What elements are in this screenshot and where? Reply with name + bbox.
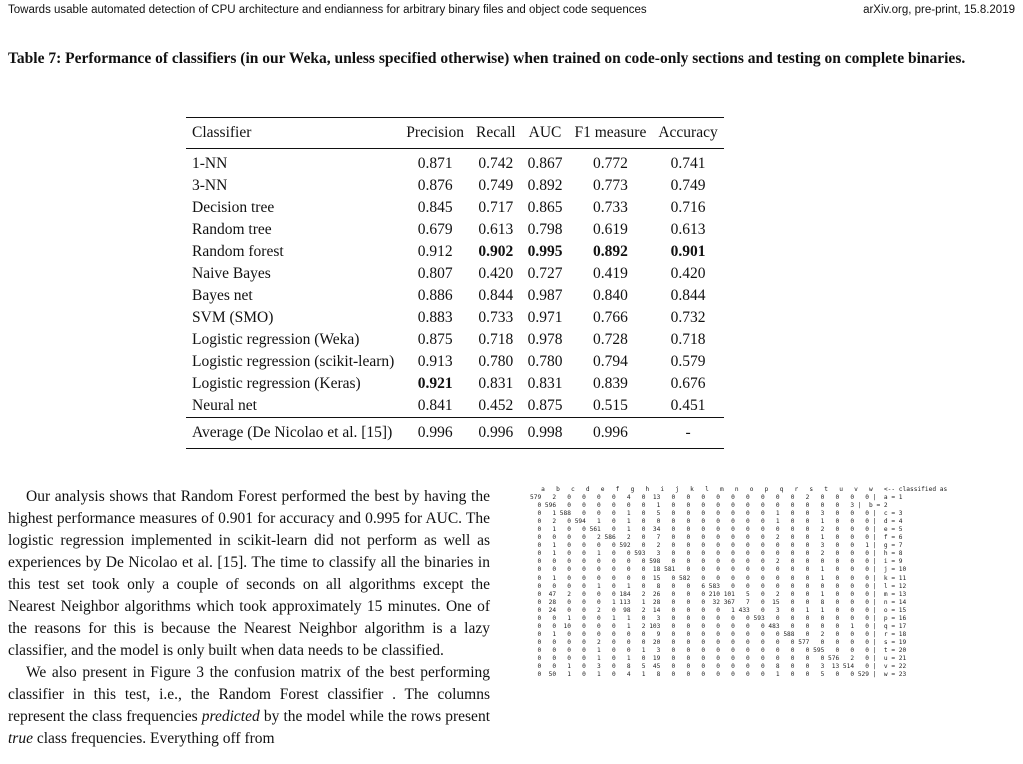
average-row bbox=[186, 418, 724, 449]
precision-cell: 0.875 bbox=[417, 331, 453, 348]
table-row bbox=[186, 395, 724, 418]
column-header: Accuracy bbox=[658, 124, 718, 141]
accuracy-cell: 0.676 bbox=[670, 375, 706, 392]
classifier-name: SVM (SMO) bbox=[192, 309, 274, 326]
table-row bbox=[186, 219, 724, 241]
f1-cell: 0.892 bbox=[592, 243, 628, 260]
table-row bbox=[186, 241, 724, 263]
auc-cell: 0.780 bbox=[527, 353, 563, 370]
table-row bbox=[186, 175, 724, 197]
classifier-name: Neural net bbox=[192, 397, 257, 414]
auc-cell: 0.727 bbox=[527, 265, 563, 282]
precision-cell: 0.913 bbox=[417, 353, 453, 370]
recall-cell: 0.420 bbox=[478, 265, 514, 282]
recall-cell: 0.780 bbox=[478, 353, 514, 370]
table-caption: Table 7: Performance of classifiers (in our Weka, unless specified otherwise) when trained on code-only sections and testing on complete binaries. bbox=[8, 50, 966, 67]
running-header-source: arXiv.org, pre-print, 15.8.2019 bbox=[863, 4, 1015, 16]
auc-cell: 0.798 bbox=[527, 221, 563, 238]
confusion-matrix-row: 0 0 1 0 3 0 8 5 45 0 0 0 0 0 0 0 8 0 0 3 13 514 0 | v = 22 bbox=[530, 663, 907, 671]
accuracy-cell: 0.718 bbox=[670, 331, 706, 348]
auc-cell: 0.971 bbox=[527, 309, 563, 326]
f1-cell: 0.515 bbox=[592, 397, 628, 414]
body-text bbox=[8, 486, 490, 750]
f1-cell: 0.996 bbox=[592, 424, 628, 441]
classifier-name: Logistic regression (scikit-learn) bbox=[192, 353, 395, 370]
f1-cell: 0.773 bbox=[592, 177, 628, 194]
f1-cell: 0.728 bbox=[592, 331, 628, 348]
auc-cell: 0.865 bbox=[527, 199, 563, 216]
running-header bbox=[8, 4, 1015, 20]
precision-cell: 0.886 bbox=[417, 287, 453, 304]
column-header: Recall bbox=[475, 124, 516, 141]
table-row bbox=[186, 197, 724, 219]
table-row bbox=[186, 373, 724, 395]
f1-cell: 0.840 bbox=[592, 287, 628, 304]
confusion-matrix-row: 0 0 0 0 2 0 0 0 20 0 0 0 0 0 0 0 0 0 577 0 0 0 0 | s = 19 bbox=[530, 638, 907, 646]
accuracy-cell: 0.451 bbox=[670, 397, 706, 414]
column-header: Precision bbox=[406, 124, 464, 141]
accuracy-cell: 0.579 bbox=[670, 353, 706, 370]
recall-cell: 0.733 bbox=[478, 309, 514, 326]
f1-cell: 0.766 bbox=[592, 309, 628, 326]
classifier-name: Logistic regression (Weka) bbox=[192, 331, 360, 348]
recall-cell: 0.844 bbox=[478, 287, 514, 304]
confusion-matrix-row: 0 1 588 0 0 0 1 0 5 0 0 0 0 0 0 0 1 0 0 3 0 0 0 | c = 3 bbox=[530, 510, 903, 518]
running-header-title: Towards usable automated detection of CPU architecture and endianness for arbitrary binary files and object code sequences bbox=[8, 4, 647, 16]
performance-table bbox=[186, 117, 724, 449]
auc-cell: 0.998 bbox=[527, 424, 563, 441]
precision-cell: 0.921 bbox=[417, 375, 453, 392]
column-header: AUC bbox=[528, 124, 562, 141]
confusion-matrix-row: 0 0 0 0 0 0 0 0 598 0 0 0 0 0 0 0 2 0 0 0 0 0 0 | i = 9 bbox=[530, 558, 903, 566]
recall-cell: 0.902 bbox=[478, 243, 514, 260]
confusion-matrix bbox=[530, 486, 1015, 736]
precision-cell: 0.845 bbox=[417, 199, 453, 216]
recall-cell: 0.717 bbox=[478, 199, 514, 216]
f1-cell: 0.794 bbox=[592, 353, 628, 370]
paragraph-1: Our analysis shows that Random Forest performed the best by having the highest performance measures of 0.901 for accuracy and 0.995 for AUC. The logistic regression implemented in scikit-learn did not perform as well as experiences by De Nicolao et al. [15]. The time to classify all the binaries in this test set took only a couple of seconds on all algorithms except the Nearest Neighbor algorithms which took approximately 15 minutes. One of the reasons for this is because the Nearest Neighbor algorithm is a lazy classifier, and the model is only built when data needs to be classified. bbox=[8, 488, 490, 659]
auc-cell: 0.831 bbox=[527, 375, 563, 392]
column-header: Classifier bbox=[192, 124, 252, 141]
paragraph-2: We also present in Figure 3 the confusion matrix of the best performing classifier in this test, i.e., the Random Forest classifier . The columns represent the class frequencies predicted by the model while the rows present true class frequencies. Everything off from bbox=[8, 664, 490, 747]
classifier-name: Decision tree bbox=[192, 199, 275, 216]
f1-cell: 0.839 bbox=[592, 375, 628, 392]
confusion-matrix-row: 0 1 0 0 0 0 0 0 15 0 582 0 0 0 0 0 0 0 0 1 0 0 0 | k = 11 bbox=[530, 574, 907, 582]
precision-cell: 0.876 bbox=[417, 177, 453, 194]
table-row bbox=[186, 263, 724, 285]
confusion-matrix-row: 0 24 0 0 2 0 98 2 14 0 0 0 0 1 433 0 3 0 1 1 0 0 0 | o = 15 bbox=[530, 606, 907, 614]
recall-cell: 0.996 bbox=[478, 424, 514, 441]
classifier-name: 3-NN bbox=[192, 177, 228, 194]
table-row bbox=[186, 351, 724, 373]
auc-cell: 0.875 bbox=[527, 397, 563, 414]
f1-cell: 0.733 bbox=[592, 199, 628, 216]
precision-cell: 0.807 bbox=[417, 265, 453, 282]
confusion-matrix-header: a b c d e f g h i j k l m n o p q r s t u v w <-- classified as bbox=[530, 486, 948, 493]
precision-cell: 0.996 bbox=[417, 424, 453, 441]
accuracy-cell: 0.420 bbox=[670, 265, 706, 282]
accuracy-cell: - bbox=[685, 424, 691, 441]
auc-cell: 0.867 bbox=[527, 155, 563, 172]
confusion-matrix-row: 0 28 0 0 0 1 113 1 28 0 0 0 32 367 7 0 15 0 0 8 0 0 0 | n = 14 bbox=[530, 598, 907, 606]
confusion-matrix-row: 0 0 10 0 0 0 1 2 103 0 0 0 0 0 0 0 483 0 0 0 0 1 0 | q = 17 bbox=[530, 622, 907, 630]
classifier-name: Random forest bbox=[192, 243, 284, 260]
classifier-name: Bayes net bbox=[192, 287, 253, 304]
confusion-matrix-row: 0 0 0 0 1 0 1 0 19 0 0 0 0 0 0 0 0 0 0 0 576 2 0 | u = 21 bbox=[530, 654, 907, 662]
auc-cell: 0.892 bbox=[527, 177, 563, 194]
confusion-matrix-row: 0 2 0 594 1 0 1 0 0 0 0 0 0 0 0 0 1 0 0 1 0 0 0 | d = 4 bbox=[530, 518, 903, 526]
table-row bbox=[186, 329, 724, 351]
accuracy-cell: 0.741 bbox=[670, 155, 706, 172]
confusion-matrix-row: 0 1 0 0 0 0 592 0 2 0 0 0 0 0 0 0 0 0 0 3 0 0 1 | g = 7 bbox=[530, 542, 903, 550]
accuracy-cell: 0.732 bbox=[670, 309, 706, 326]
auc-cell: 0.987 bbox=[527, 287, 563, 304]
precision-cell: 0.841 bbox=[417, 397, 453, 414]
classifier-name: Logistic regression (Keras) bbox=[192, 375, 361, 392]
precision-cell: 0.679 bbox=[417, 221, 453, 238]
auc-cell: 0.978 bbox=[527, 331, 563, 348]
classifier-name: Naive Bayes bbox=[192, 265, 271, 282]
confusion-matrix-row: 0 50 1 0 1 0 4 1 8 0 0 0 0 0 0 0 1 0 0 5 0 0 529 | w = 23 bbox=[530, 671, 907, 679]
classifier-name: Average (De Nicolao et al. [15]) bbox=[192, 424, 393, 441]
accuracy-cell: 0.749 bbox=[670, 177, 706, 194]
confusion-matrix-row: 0 1 0 0 0 0 0 0 9 0 0 0 0 0 0 0 0 588 0 2 0 0 0 | r = 18 bbox=[530, 630, 907, 638]
recall-cell: 0.613 bbox=[478, 221, 514, 238]
accuracy-cell: 0.901 bbox=[670, 243, 706, 260]
confusion-matrix-row: 0 0 0 0 0 0 0 0 18 581 0 0 0 0 0 0 0 0 0 1 0 0 0 | j = 10 bbox=[530, 566, 907, 574]
f1-cell: 0.772 bbox=[592, 155, 628, 172]
recall-cell: 0.831 bbox=[478, 375, 514, 392]
confusion-matrix-row: 579 2 0 0 0 0 4 0 13 0 0 0 0 0 0 0 0 0 2 0 0 0 0 | a = 1 bbox=[530, 494, 903, 502]
f1-cell: 0.619 bbox=[592, 221, 628, 238]
table-row bbox=[186, 307, 724, 329]
recall-cell: 0.718 bbox=[478, 331, 514, 348]
auc-cell: 0.995 bbox=[527, 243, 563, 260]
confusion-matrix-row: 0 1 0 0 1 0 0 593 3 0 0 0 0 0 0 0 0 0 0 2 0 0 0 | h = 8 bbox=[530, 550, 903, 558]
f1-cell: 0.419 bbox=[592, 265, 628, 282]
classifier-name: 1-NN bbox=[192, 155, 228, 172]
confusion-matrix-row: 0 47 2 0 0 0 184 2 26 0 0 0 210 101 5 0 2 0 0 1 0 0 0 | m = 13 bbox=[530, 590, 907, 598]
column-header: F1 measure bbox=[574, 124, 647, 141]
precision-cell: 0.871 bbox=[417, 155, 453, 172]
table-row bbox=[186, 285, 724, 307]
accuracy-cell: 0.613 bbox=[670, 221, 706, 238]
precision-cell: 0.883 bbox=[417, 309, 453, 326]
table-row bbox=[186, 149, 724, 176]
confusion-matrix-row: 0 0 0 0 2 586 2 0 7 0 0 0 0 0 0 0 2 0 0 1 0 0 0 | f = 6 bbox=[530, 534, 903, 542]
table-body bbox=[186, 149, 724, 449]
confusion-matrix-row: 0 0 1 0 0 1 1 0 3 0 0 0 0 0 0 593 0 0 0 0 0 0 0 | p = 16 bbox=[530, 614, 907, 622]
confusion-matrix-row: 0 1 0 0 561 0 1 0 34 0 0 0 0 0 0 0 0 0 0 2 0 0 0 | e = 5 bbox=[530, 526, 903, 534]
classifier-name: Random tree bbox=[192, 221, 272, 238]
confusion-matrix-row: 0 0 0 0 1 0 0 1 3 0 0 0 0 0 0 0 0 0 0 595 0 0 0 | t = 20 bbox=[530, 646, 907, 654]
accuracy-cell: 0.844 bbox=[670, 287, 706, 304]
precision-cell: 0.912 bbox=[417, 243, 453, 260]
accuracy-cell: 0.716 bbox=[670, 199, 706, 216]
recall-cell: 0.749 bbox=[478, 177, 514, 194]
recall-cell: 0.452 bbox=[478, 397, 514, 414]
table-header-row bbox=[186, 118, 724, 149]
recall-cell: 0.742 bbox=[478, 155, 514, 172]
confusion-matrix-row: 0 0 0 0 1 0 1 0 8 0 0 6 583 0 0 0 0 0 0 0 0 0 0 | l = 12 bbox=[530, 582, 907, 590]
confusion-matrix-row: 0 596 0 0 0 0 0 0 1 0 0 0 0 0 0 0 0 0 0 0 0 3 | b = 2 bbox=[530, 502, 888, 510]
